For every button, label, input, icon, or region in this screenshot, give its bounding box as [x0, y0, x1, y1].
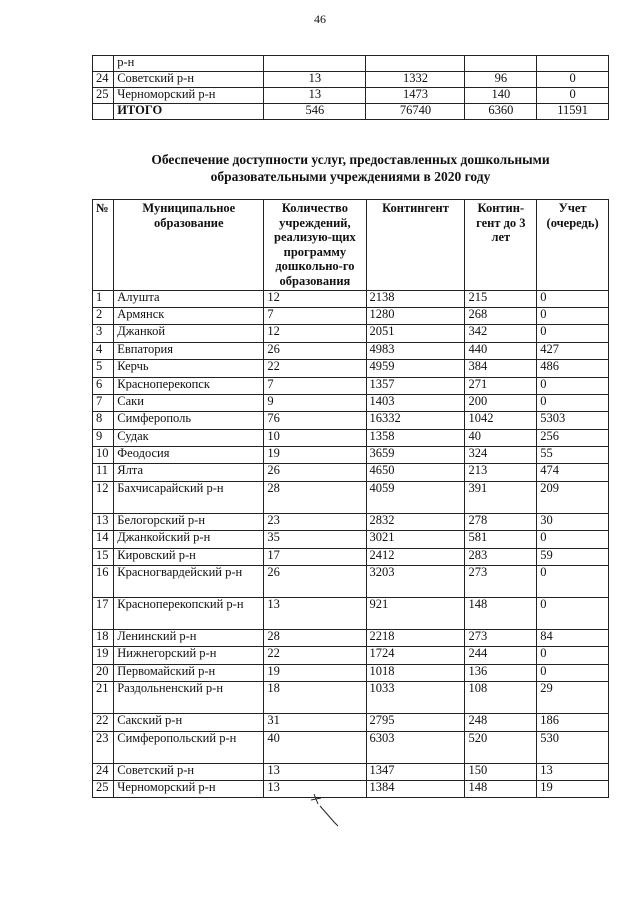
table-cell: 215 — [465, 290, 537, 307]
table-cell: 29 — [537, 682, 609, 714]
table-cell: 24 — [93, 72, 114, 88]
table-cell: Симферополь — [114, 412, 264, 429]
table-cell: 391 — [465, 481, 537, 513]
table-cell: 0 — [537, 664, 609, 681]
table-cell: 5 — [93, 360, 114, 377]
table-cell: 1358 — [366, 429, 465, 446]
table-cell: 22 — [93, 714, 114, 731]
table-cell: 23 — [264, 513, 366, 530]
table-cell: 8 — [93, 412, 114, 429]
table-cell: Красногвардейский р-н — [114, 566, 264, 598]
table-cell: 213 — [465, 464, 537, 481]
table-row — [93, 548, 609, 565]
table-cell: 13 — [537, 763, 609, 780]
table-cell: 0 — [537, 307, 609, 324]
table-cell: 16332 — [366, 412, 465, 429]
table-row — [93, 290, 609, 307]
table-cell: 10 — [93, 447, 114, 464]
section-title-line-1: Обеспечение доступности услуг, предоставленных дошкольными — [151, 152, 550, 167]
table-cell: 12 — [264, 325, 366, 342]
table-row — [93, 714, 609, 731]
table-cell — [264, 56, 366, 72]
table-cell — [366, 56, 465, 72]
table-cell: 13 — [264, 72, 366, 88]
table-cell: Черноморский р-н — [114, 88, 264, 104]
header-contingent-under-3: Контин-гент до 3 лет — [465, 200, 537, 291]
table-cell: 140 — [465, 88, 537, 104]
table-cell: Ялта — [114, 464, 264, 481]
table-cell: 0 — [537, 88, 609, 104]
table-row — [93, 464, 609, 481]
section-title — [92, 151, 609, 185]
table-cell: Белогорский р-н — [114, 513, 264, 530]
table-cell: Джанкойский р-н — [114, 531, 264, 548]
table-cell: 19 — [264, 447, 366, 464]
table-cell: 1357 — [366, 377, 465, 394]
table-row — [93, 72, 609, 88]
table-cell: 13 — [264, 88, 366, 104]
table-cell: 1347 — [366, 763, 465, 780]
table-cell: 9 — [264, 394, 366, 411]
table-cell — [537, 56, 609, 72]
table-cell: 0 — [537, 394, 609, 411]
table-cell: 1033 — [366, 682, 465, 714]
pen-mark-icon — [308, 792, 358, 832]
table-cell: 11 — [93, 464, 114, 481]
table-cell: 244 — [465, 647, 537, 664]
table-cell: Первомайский р-н — [114, 664, 264, 681]
table-cell: 921 — [366, 598, 465, 630]
table-cell: 19 — [537, 780, 609, 797]
table-cell: 271 — [465, 377, 537, 394]
table-cell: 384 — [465, 360, 537, 377]
table-cell: 15 — [93, 548, 114, 565]
section-title-line-2: образовательными учреждениями в 2020 году — [210, 169, 491, 184]
table-row — [93, 307, 609, 324]
table-row — [93, 360, 609, 377]
table-cell: 2138 — [366, 290, 465, 307]
table-cell: 0 — [537, 566, 609, 598]
table-cell: Симферопольский р-н — [114, 731, 264, 763]
table-cell: 283 — [465, 548, 537, 565]
table-cell: 200 — [465, 394, 537, 411]
table-cell: 26 — [264, 464, 366, 481]
table-cell: 4983 — [366, 342, 465, 359]
table-cell: 530 — [537, 731, 609, 763]
table-cell: 0 — [537, 377, 609, 394]
table-cell: 248 — [465, 714, 537, 731]
table-cell: 10 — [264, 429, 366, 446]
table-row — [93, 731, 609, 763]
table-cell: 1 — [93, 290, 114, 307]
table-cell: Судак — [114, 429, 264, 446]
table-cell: 40 — [264, 731, 366, 763]
table-cell: 342 — [465, 325, 537, 342]
table-header-row — [93, 200, 609, 291]
table-cell: 30 — [537, 513, 609, 530]
table-cell: 2051 — [366, 325, 465, 342]
table-cell: 96 — [465, 72, 537, 88]
table-cell: 0 — [537, 72, 609, 88]
table-cell: 7 — [264, 307, 366, 324]
table-cell: 474 — [537, 464, 609, 481]
table-cell: 19 — [264, 664, 366, 681]
table-cell: Алушта — [114, 290, 264, 307]
table-row — [93, 447, 609, 464]
table-cell: 9 — [93, 429, 114, 446]
table-cell: 3659 — [366, 447, 465, 464]
header-contingent: Контингент — [366, 200, 465, 291]
table-row — [93, 394, 609, 411]
table-row — [93, 88, 609, 104]
table-cell: 2412 — [366, 548, 465, 565]
table-cell: 40 — [465, 429, 537, 446]
header-municipality: Муниципальное образование — [114, 200, 264, 291]
table-cell: 4059 — [366, 481, 465, 513]
table-cell: 13 — [93, 513, 114, 530]
table-cell: 12 — [93, 481, 114, 513]
table-row — [93, 481, 609, 513]
table-cell: 0 — [537, 531, 609, 548]
table-cell: 1384 — [366, 780, 465, 797]
table-cell: 1724 — [366, 647, 465, 664]
table-cell: 16 — [93, 566, 114, 598]
table-cell: 6303 — [366, 731, 465, 763]
table-cell: 1332 — [366, 72, 465, 88]
table-cell: 84 — [537, 630, 609, 647]
table-cell: р-н — [114, 56, 264, 72]
table-cell: 108 — [465, 682, 537, 714]
table-row — [93, 429, 609, 446]
table-row — [93, 513, 609, 530]
table-cell: Джанкой — [114, 325, 264, 342]
table-cell: Феодосия — [114, 447, 264, 464]
table-cell: 14 — [93, 531, 114, 548]
table-cell: 136 — [465, 664, 537, 681]
table-cell: 278 — [465, 513, 537, 530]
table-row — [93, 566, 609, 598]
total-cell: ИТОГО — [114, 104, 264, 120]
table-row — [93, 56, 609, 72]
table-cell: 2832 — [366, 513, 465, 530]
table-cell: 22 — [264, 647, 366, 664]
table-cell: 6 — [93, 377, 114, 394]
table-cell: 0 — [537, 325, 609, 342]
table-cell: 7 — [93, 394, 114, 411]
table-cell: 273 — [465, 566, 537, 598]
table-row — [93, 342, 609, 359]
table-cell: 13 — [264, 780, 366, 797]
table-cell: 18 — [264, 682, 366, 714]
total-cell: 76740 — [366, 104, 465, 120]
table-cell: 19 — [93, 647, 114, 664]
table-cell: 3021 — [366, 531, 465, 548]
total-cell — [93, 104, 114, 120]
table-cell: 0 — [537, 647, 609, 664]
table-row — [93, 630, 609, 647]
preschool-services-table — [92, 199, 609, 798]
table-cell: Советский р-н — [114, 763, 264, 780]
table-cell: 17 — [93, 598, 114, 630]
table-cell: 5303 — [537, 412, 609, 429]
table-cell: 28 — [264, 630, 366, 647]
header-queue: Учет (очередь) — [537, 200, 609, 291]
table-cell: 2795 — [366, 714, 465, 731]
table-cell: 427 — [537, 342, 609, 359]
table-cell: 268 — [465, 307, 537, 324]
table-cell: 1042 — [465, 412, 537, 429]
table-cell: 22 — [264, 360, 366, 377]
continued-table — [92, 55, 609, 120]
table-cell: 3 — [93, 325, 114, 342]
table-cell: Красноперекопский р-н — [114, 598, 264, 630]
table-cell: Раздольненский р-н — [114, 682, 264, 714]
table-row — [93, 664, 609, 681]
table-cell: Советский р-н — [114, 72, 264, 88]
table-cell: 2218 — [366, 630, 465, 647]
table-cell: 17 — [264, 548, 366, 565]
total-cell: 546 — [264, 104, 366, 120]
table-cell: Красноперекопск — [114, 377, 264, 394]
total-row — [93, 104, 609, 120]
table-cell: 28 — [264, 481, 366, 513]
table-cell: 26 — [264, 566, 366, 598]
table-cell: 4959 — [366, 360, 465, 377]
table-cell: 186 — [537, 714, 609, 731]
table-cell: 25 — [93, 88, 114, 104]
header-institutions-count: Количество учреждений, реализую-щих программу дошкольно-го образования — [264, 200, 366, 291]
table-cell: 1403 — [366, 394, 465, 411]
total-cell: 11591 — [537, 104, 609, 120]
table-cell: 55 — [537, 447, 609, 464]
table-cell: 21 — [93, 682, 114, 714]
table-cell: 4650 — [366, 464, 465, 481]
table-cell: Черноморский р-н — [114, 780, 264, 797]
table-cell: 35 — [264, 531, 366, 548]
table-row — [93, 377, 609, 394]
table-cell: 1018 — [366, 664, 465, 681]
table-cell: 7 — [264, 377, 366, 394]
table-cell: 209 — [537, 481, 609, 513]
table-cell: 0 — [537, 290, 609, 307]
table-cell: 59 — [537, 548, 609, 565]
header-num: № — [93, 200, 114, 291]
table-cell: 31 — [264, 714, 366, 731]
table-cell: 26 — [264, 342, 366, 359]
table-cell: 3203 — [366, 566, 465, 598]
total-cell: 6360 — [465, 104, 537, 120]
table-cell: 12 — [264, 290, 366, 307]
table-cell: 23 — [93, 731, 114, 763]
table-row — [93, 598, 609, 630]
table-cell: Нижнегорский р-н — [114, 647, 264, 664]
table-cell: Армянск — [114, 307, 264, 324]
table-cell: 520 — [465, 731, 537, 763]
table-cell: 20 — [93, 664, 114, 681]
table-row — [93, 647, 609, 664]
table-cell: 24 — [93, 763, 114, 780]
table-cell: 150 — [465, 763, 537, 780]
table-cell: 148 — [465, 598, 537, 630]
table-cell: 256 — [537, 429, 609, 446]
table-cell: Сакский р-н — [114, 714, 264, 731]
table-cell: Ленинский р-н — [114, 630, 264, 647]
table-cell: 4 — [93, 342, 114, 359]
table-cell: 1280 — [366, 307, 465, 324]
table-row — [93, 325, 609, 342]
table-cell: 0 — [537, 598, 609, 630]
table-cell: 76 — [264, 412, 366, 429]
table-cell: Кировский р-н — [114, 548, 264, 565]
table-cell: 273 — [465, 630, 537, 647]
table-row — [93, 763, 609, 780]
table-cell: Керчь — [114, 360, 264, 377]
table-row — [93, 412, 609, 429]
table-cell: 440 — [465, 342, 537, 359]
table-cell — [93, 56, 114, 72]
table-cell: 18 — [93, 630, 114, 647]
table-cell: 148 — [465, 780, 537, 797]
table-cell: Бахчисарайский р-н — [114, 481, 264, 513]
table-cell: 486 — [537, 360, 609, 377]
table-row — [93, 531, 609, 548]
table-cell — [465, 56, 537, 72]
table-cell: 13 — [264, 598, 366, 630]
table-cell: 2 — [93, 307, 114, 324]
page-number: 46 — [314, 12, 326, 26]
table-cell: Евпатория — [114, 342, 264, 359]
table-cell: Саки — [114, 394, 264, 411]
table-row — [93, 682, 609, 714]
table-cell: 25 — [93, 780, 114, 797]
table-cell: 324 — [465, 447, 537, 464]
table-cell: 581 — [465, 531, 537, 548]
table-cell: 1473 — [366, 88, 465, 104]
table-cell: 13 — [264, 763, 366, 780]
